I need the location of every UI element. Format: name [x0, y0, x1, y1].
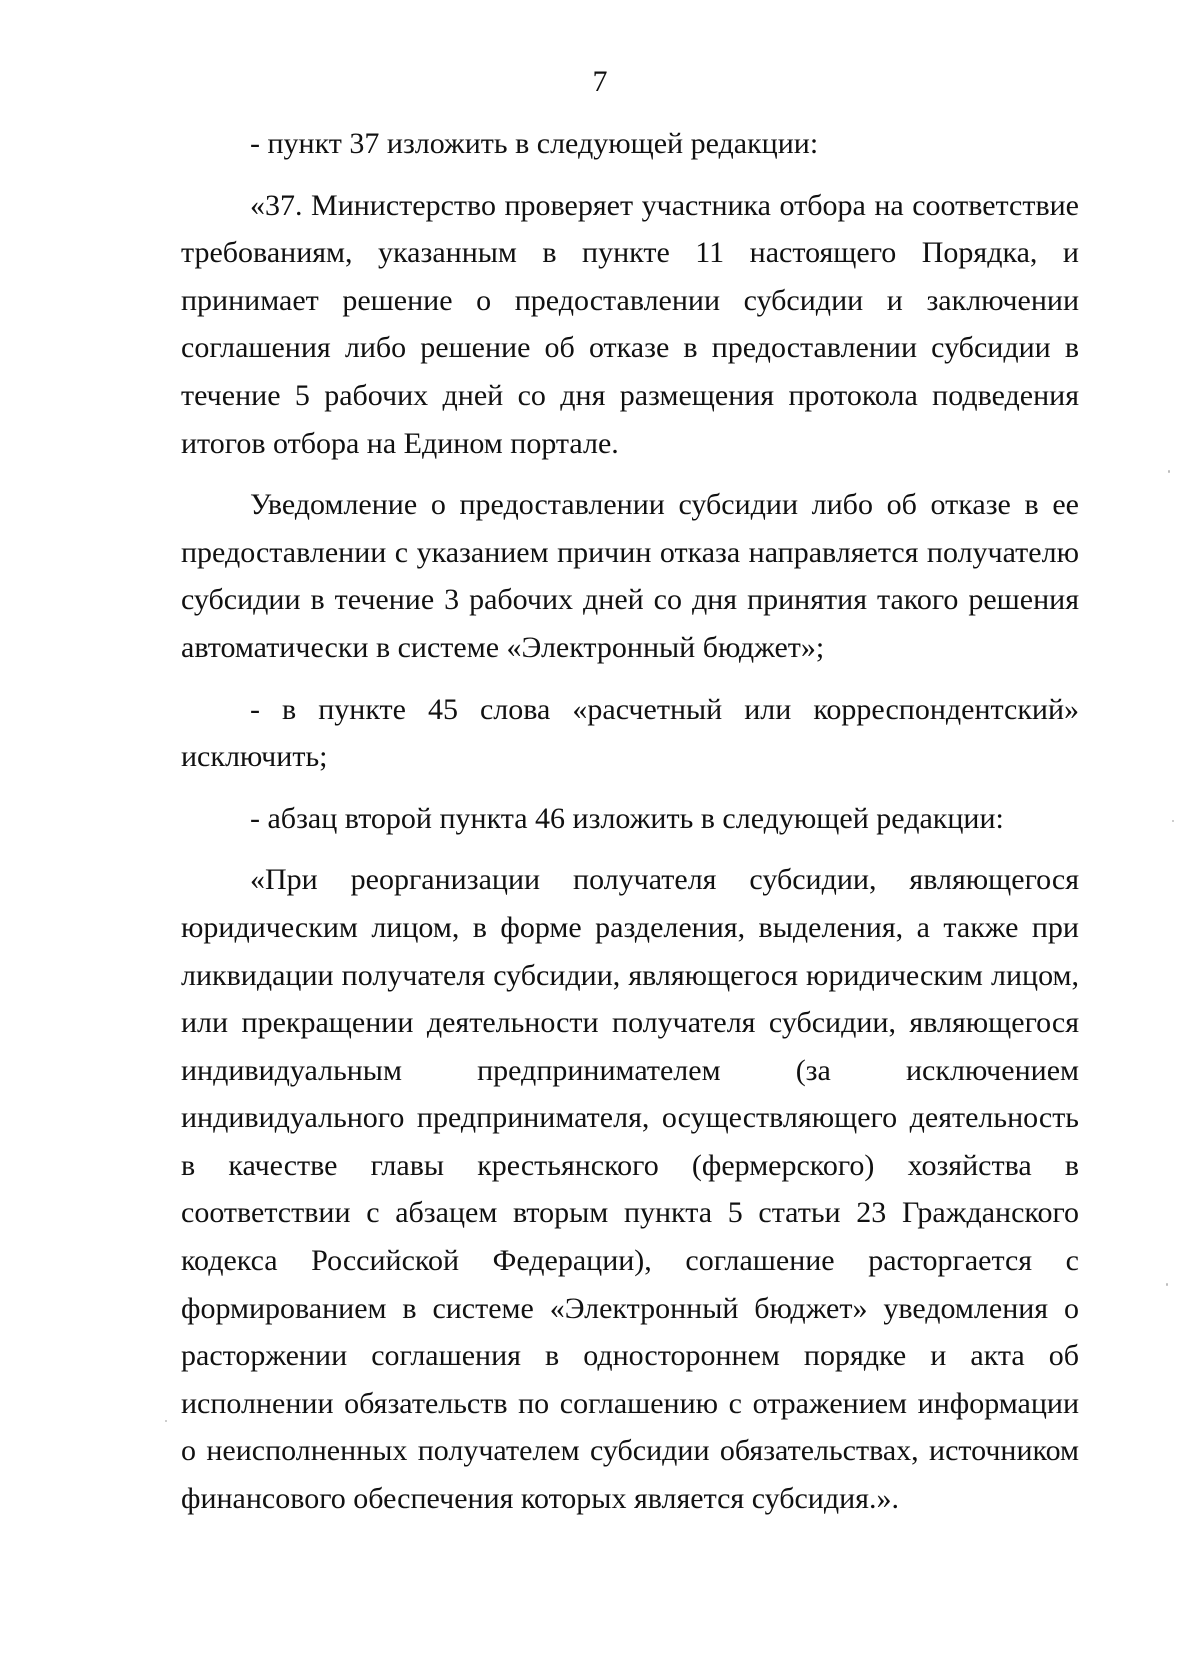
scan-speck	[1166, 1283, 1168, 1286]
scan-speck	[165, 1420, 167, 1422]
paragraph-clause-37-text: «37. Министерство проверяет участника отбора на соответствие требованиям, указанным в пункте 11 настоящего Порядка, и принимает решение о предоставлении субсидии и заключении соглашения либо решение об отказе в предоставлении субсидии в течение 5 рабочих дней со дня размещения протокола подведения итогов отбора на Едином портале.	[181, 188, 1079, 460]
paragraph-amend-clause-37: - пункт 37 изложить в следующей редакции:	[250, 127, 819, 160]
paragraph-notification: Уведомление о предоставлении субсидии либо об отказе в ее предоставлении с указанием причин отказа направляется получателю субсидии в течение 3 рабочих дней со дня принятия такого решения автоматически в системе «Электронный бюджет»;	[181, 488, 1079, 664]
scan-speck	[1168, 470, 1170, 473]
document-body	[181, 120, 1079, 1537]
paragraph-amend-clause-45: - в пункте 45 слова «расчетный или корреспондентский» исключить;	[181, 692, 1079, 774]
paragraph-amend-clause-46: - абзац второй пункта 46 изложить в следующей редакции:	[250, 801, 1004, 835]
scan-speck	[1172, 820, 1174, 822]
page-number: 7	[592, 65, 608, 98]
paragraph-clause-46-text: «При реорганизации получателя субсидии, являющегося юридическим лицом, в форме разделения, выделения, а также при ликвидации получателя субсидии, являющегося юридическим лицом, или прекращении деятельности получателя субсидии, являющегося индивидуальным предпринимателем (за исключением индивидуального предпринимателя, осуществляющего деятельность в качестве главы крестьянского (фермерского) хозяйства в соответствии с абзацем вторым пункта 5 статьи 23 Гражданского кодекса Российской Федерации), соглашение расторгается с формированием в системе «Электронный бюджет» уведомления о расторжении соглашения в одностороннем порядке и акта об исполнении обязательств по соглашению с отражением информации о неисполненных получателем субсидии обязательствах, источником финансового обеспечения которых является субсидия.».	[181, 863, 1079, 1516]
